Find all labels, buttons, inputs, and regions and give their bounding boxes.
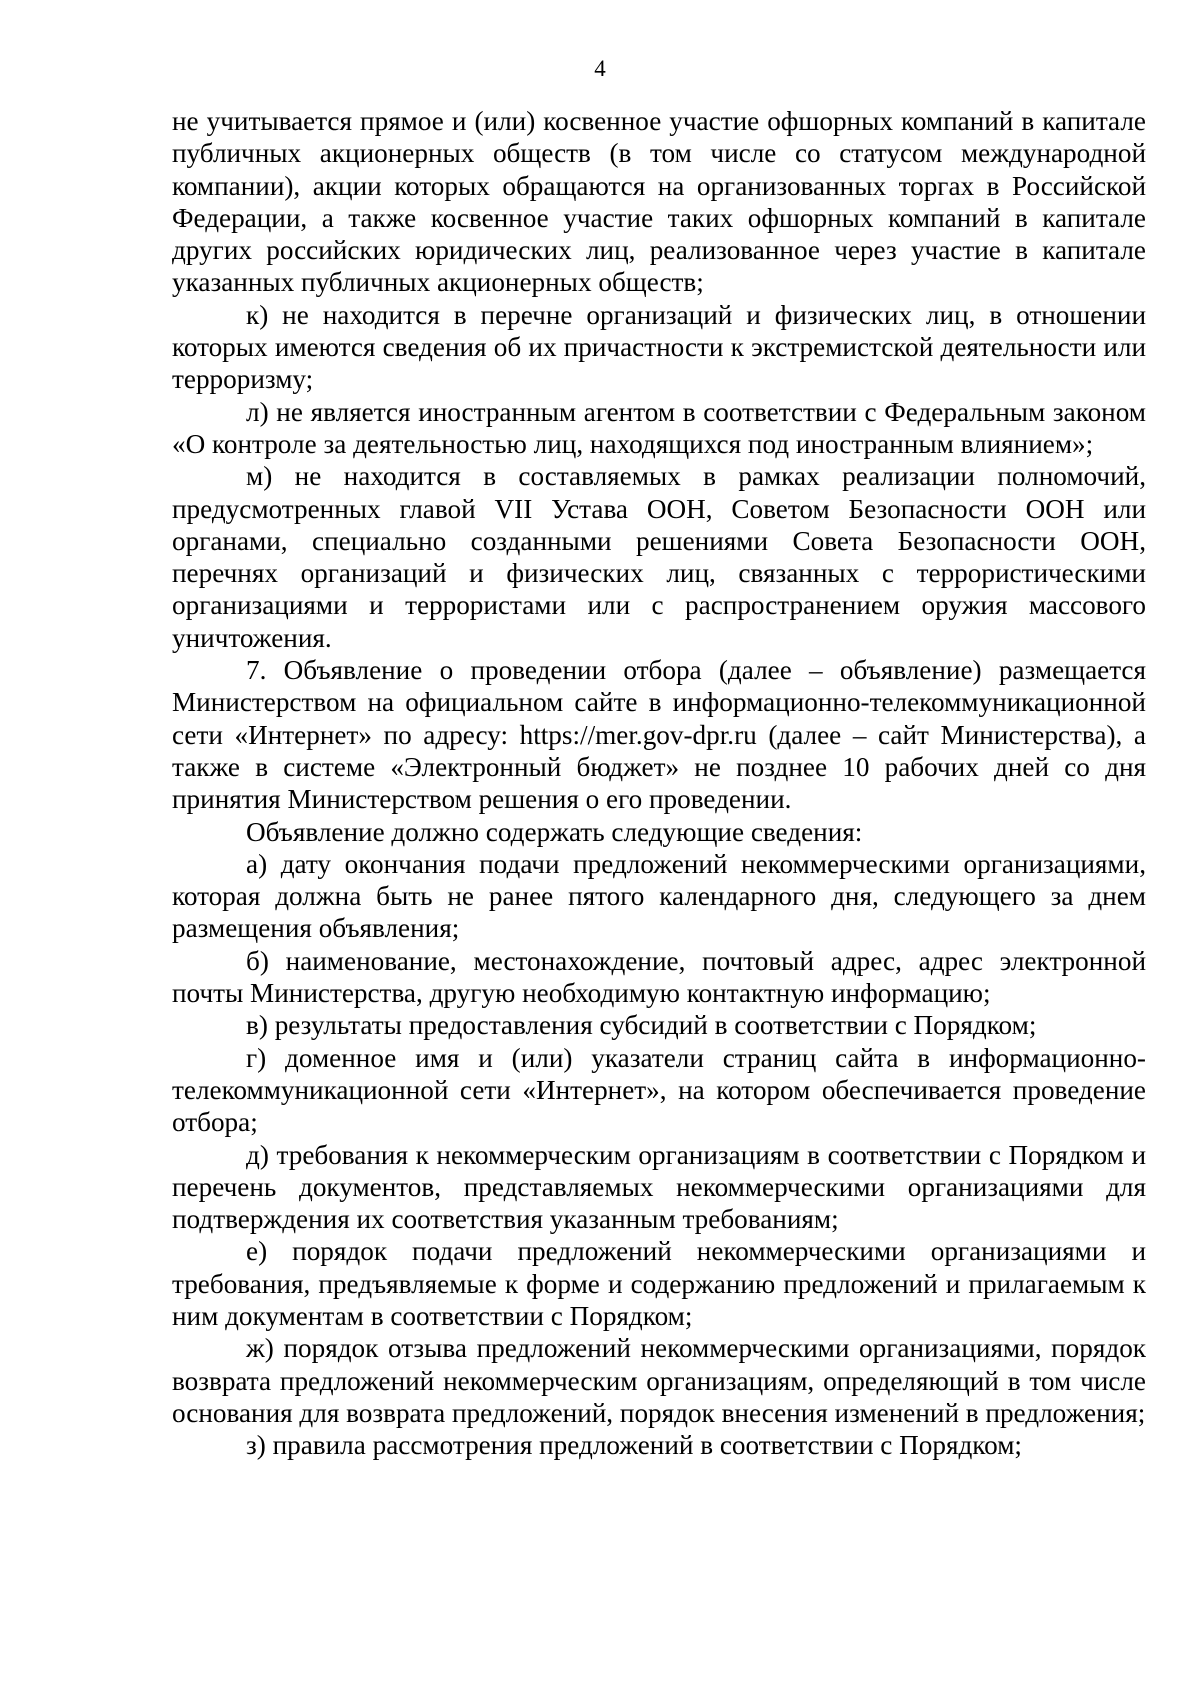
paragraph-section-7: 7. Объявление о проведении отбора (далее – объявление) размещается Министерством на официальном сайте в информационно-телекоммуникационной сети «Интернет» по адресу: https://mer.gov-dpr.ru (далее – сайт Министерства), а также в системе «Электронный бюджет» не позднее 10 рабочих дней со дня принятия Министерством решения о его проведении. [172,655,1146,815]
paragraph-item-a: а) дату окончания подачи предложений некоммерческими организациями, которая должна быть не ранее пятого календарного дня, следующего за днем размещения объявления; [172,848,1146,944]
paragraph-item-d: д) требования к некоммерческим организациям в соответствии с Порядком и перечень документов, представляемых некоммерческими организациями для подтверждения их соответствия указанным требованиям; [172,1139,1146,1235]
paragraph-offshore-participation: не учитывается прямое и (или) косвенное участие офшорных компаний в капитале публичных акционерных обществ (в том числе со статусом международной компании), акции которых обращаются на организованных торгах в Российской Федерации, а также косвенное участие таких офшорных компаний в капитале других российских юридических лиц, реализованное через участие в капитале указанных публичных акционерных обществ; [172,106,1146,298]
paragraph-item-v: в) результаты предоставления субсидий в соответствии с Порядком; [246,1010,1037,1041]
paragraph-item-zh: ж) порядок отзыва предложений некоммерческими организациями, порядок возврата предложений некоммерческим организациям, определяющий в том числе основания для возврата предложений, порядок внесения изменений в предложения; [172,1333,1146,1428]
paragraph-announcement-contents: Объявление должно содержать следующие сведения: [246,816,863,847]
paragraph-item-m: м) не находится в составляемых в рамках реализации полномочий, предусмотренных главой VII Устава ООН, Советом Безопасности ООН или органами, специально созданными решениями Совета Безопасности ООН, перечнях организаций и физических лиц, связанных с террористическими организациями и террористами или с распространением оружия массового уничтожения. [172,461,1146,653]
paragraph-item-b: б) наименование, местонахождение, почтовый адрес, адрес электронной почты Министерства, другую необходимую контактную информацию; [172,945,1146,1009]
page-number: 4 [594,56,606,81]
paragraph-item-l: л) не является иностранным агентом в соответствии с Федеральным законом «О контроле за деятельностью лиц, находящихся под иностранным влиянием»; [172,396,1146,459]
paragraph-item-e: е) порядок подачи предложений некоммерческими организациями и требования, предъявляемые к форме и содержанию предложений и прилагаемым к ним документам в соответствии с Порядком; [172,1236,1146,1331]
paragraph-item-k: к) не находится в перечне организаций и физических лиц, в отношении которых имеются сведения об их причастности к экстремистской деятельности или терроризму; [172,299,1146,395]
document-body [172,105,1146,1461]
paragraph-item-z: з) правила рассмотрения предложений в соответствии с Порядком; [246,1430,1022,1461]
paragraph-item-g: г) доменное имя и (или) указатели страниц сайта в информационно-телекоммуникационной сети «Интернет», на котором обеспечивается проведение отбора; [172,1042,1146,1138]
